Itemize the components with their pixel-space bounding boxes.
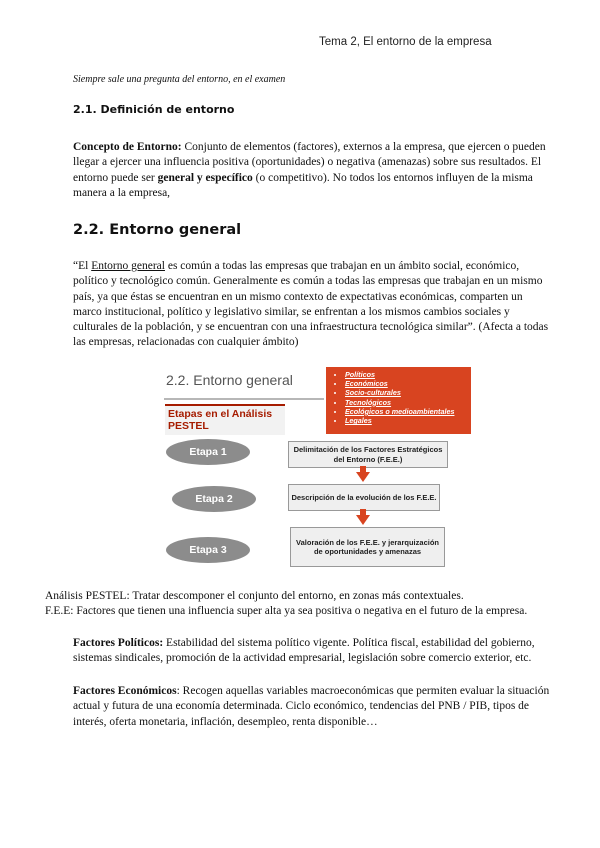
pestel-definition: Análisis PESTEL: Tratar descomponer el conjunto del entorno, en zonas más contextuales. <box>45 590 464 602</box>
economicos-label: Factores Económicos <box>73 685 177 697</box>
factor-item: • Legales <box>345 416 454 425</box>
quote-text: es común a todas las empresas que trabajan en un ámbito social, económico, político y tecnológico común. Generalmente es común a todas las empresas que trabajan en un mismo país, ya que éstas se encuentran en un mismo contexto de expectativas económicas, comparten un marco institucional, político y legislativo similar, se enfrentan a los mismos cambios sociales y culturales de la población, y se encuentran con una infraestructura tecnológica similar”. (Afecta a todas las empresas, relacionadas con cualquier ámbito) <box>73 260 549 349</box>
stage-1-oval: Etapa 1 <box>166 439 250 465</box>
factores-politicos-paragraph <box>73 636 551 667</box>
etapas-line-1: Etapas en el Análisis <box>168 408 273 420</box>
factors-list <box>332 370 454 425</box>
stage-3-oval: Etapa 3 <box>166 537 250 563</box>
factores-economicos-paragraph <box>73 684 551 730</box>
factors-panel <box>326 367 471 434</box>
exam-note: Siempre sale una pregunta del entorno, en el examen <box>73 74 286 85</box>
diagram-title: 2.2. Entorno general <box>166 372 293 388</box>
quote-open: “El <box>73 260 92 272</box>
definition-text: Conjunto de elementos (factores), externos a la empresa, que ejercen o pueden llegar a ejercer una influencia positiva (oportunidades) o negativa (amenazas) sobre sus resultados. El entorno puede ser <box>73 141 546 184</box>
factor-item: • Ecológicos o medioambientales <box>345 407 454 416</box>
politicos-label: Factores Políticos: <box>73 637 164 649</box>
etapas-label-box <box>165 404 285 435</box>
factor-item: • Políticos <box>345 370 454 379</box>
pestel-diagram <box>160 364 475 574</box>
stage-2-box: Descripción de la evolución de los F.E.E. <box>288 484 440 511</box>
term-label: Concepto de Entorno: <box>73 141 182 153</box>
section-heading-2-1: 2.1. Definición de entorno <box>73 103 235 116</box>
stage-3-box: Valoración de los F.E.E. y jerarquización de oportunidades y amenazas <box>290 527 445 567</box>
stage-1-box: Delimitación de los Factores Estratégicos del Entorno (F.E.E.) <box>288 441 448 468</box>
factor-item: • Tecnológicos <box>345 398 454 407</box>
fee-definition: F.E.E: Factores que tienen una influencia super alta ya sea positiva o negativa en el futuro de la empresa. <box>45 605 528 617</box>
page-header: Tema 2, El entorno de la empresa <box>319 36 492 48</box>
economicos-text: : Recogen aquellas variables macroeconómicas que permiten evaluar la situación actual y futura de una economía determinada. Ciclo económico, tendencias del PNB / PIB, tipos de interés, oferta monetaria, inflación, desempleo, renta disponible… <box>73 685 550 728</box>
diagram-title-rule <box>164 398 324 400</box>
factor-item: • Económicos <box>345 379 454 388</box>
etapas-label <box>168 408 272 432</box>
down-arrow-icon <box>356 515 370 525</box>
general-especifico: general y específico <box>157 171 253 184</box>
stage-2-oval: Etapa 2 <box>172 486 256 512</box>
etapas-line-2: PESTEL <box>168 420 209 432</box>
definition-text-end: (o competitivo). No todos los entornos influyen de la misma manera a la empresa, <box>73 171 533 199</box>
politicos-text: Estabilidad del sistema político vigente. Política fiscal, estabilidad del gobierno, sistemas sindicales, promoción de la actividad empresarial, legislación sobre comercio exterior, etc. <box>73 637 535 665</box>
entorno-definition-paragraph <box>73 140 551 201</box>
down-arrow-icon <box>356 472 370 482</box>
entorno-general-paragraph <box>73 259 551 351</box>
section-heading-2-2: 2.2. Entorno general <box>73 222 242 238</box>
factor-item: • Socio-culturales <box>345 388 454 397</box>
entorno-general-term: Entorno general <box>91 260 165 272</box>
